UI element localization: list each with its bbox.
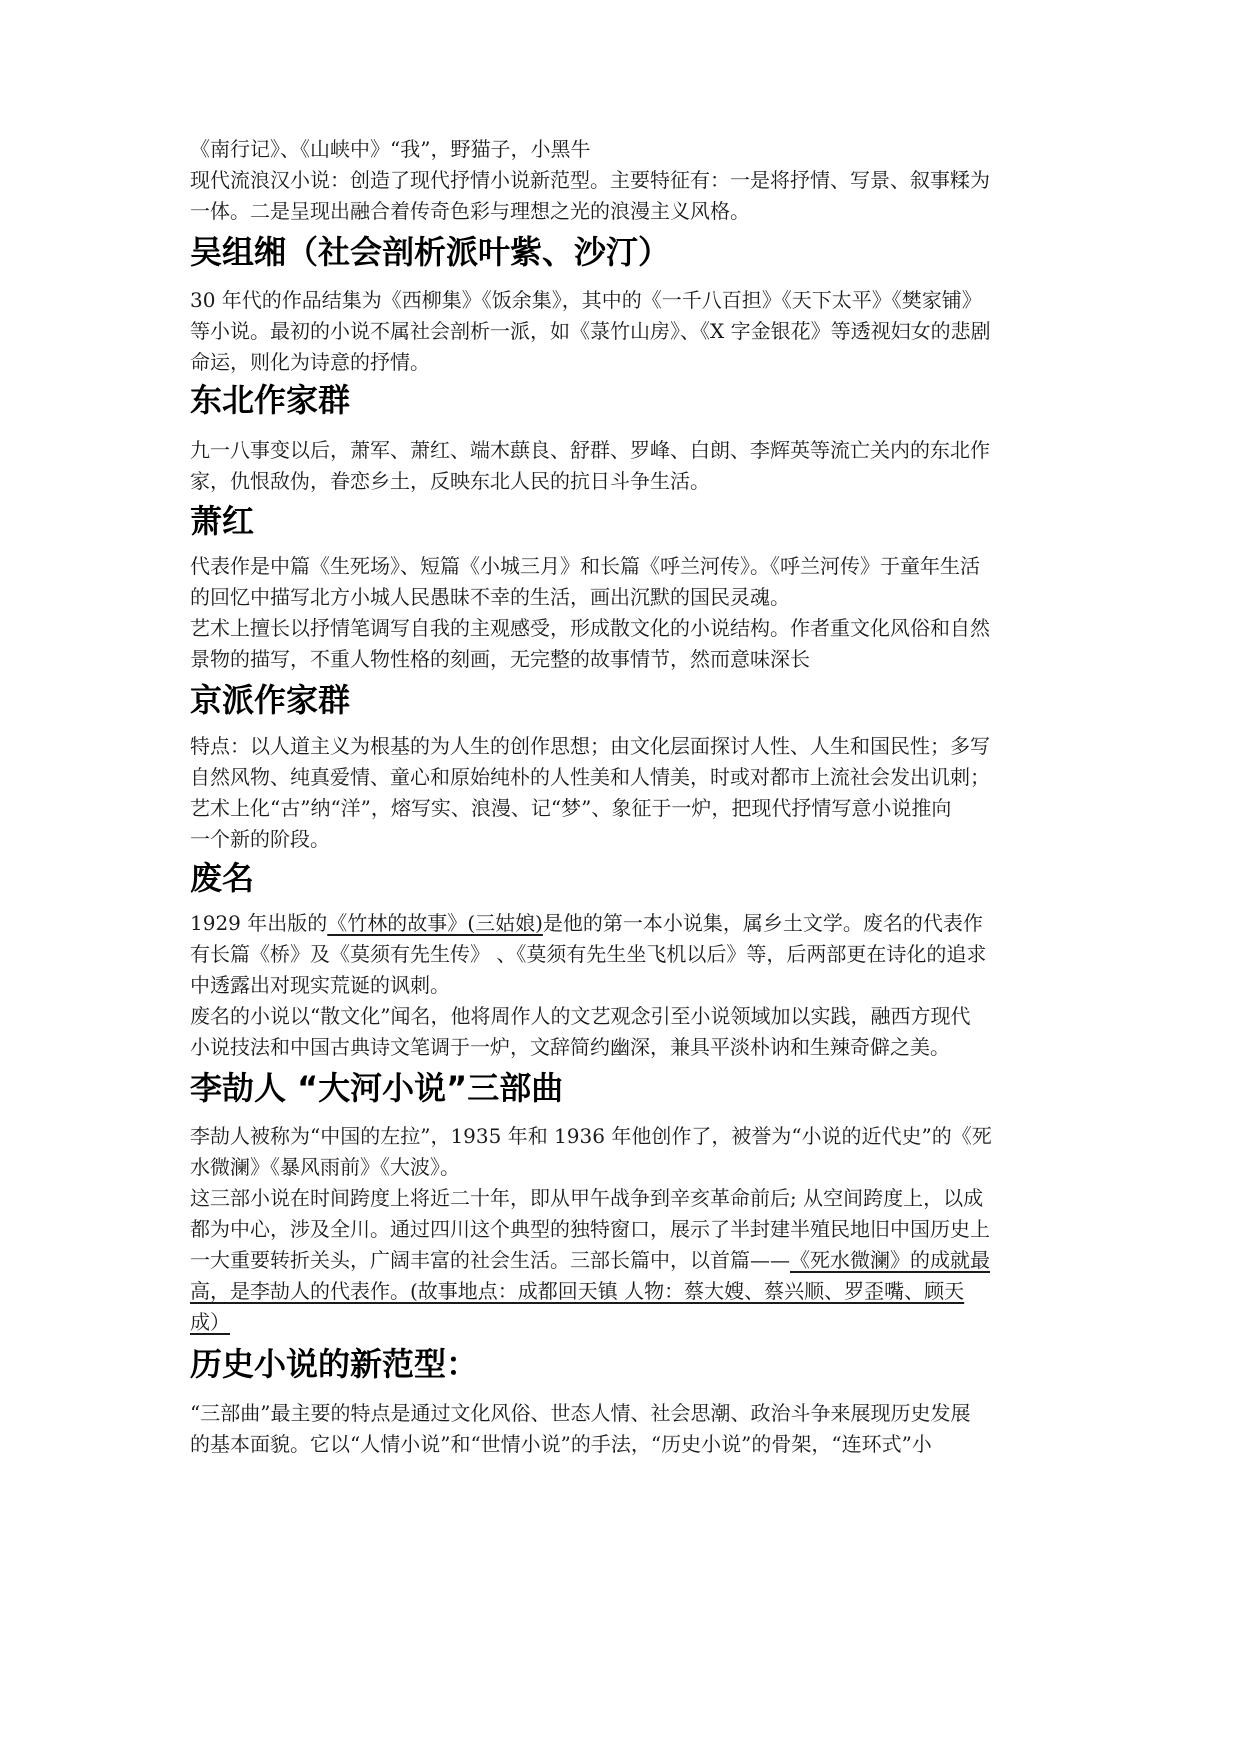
feiming-line-1	[190, 910, 983, 936]
section-heading-xiaohong: 萧红	[190, 502, 255, 540]
wu-line-1: 30 年代的作品结集为《西柳集》《饭余集》，其中的《一千八百担》《天下太平》《樊家铺》	[190, 288, 982, 312]
jingpai-line-3: 艺术上化“古”纳“洋”，熔写实、浪漫、记“梦”、象征于一炉，把现代抒情写意小说推向	[190, 796, 952, 820]
feiming-line-1-text-a: 1929 年出版的	[190, 911, 328, 935]
lijieren-underlined-text: 《死水微澜》的成就最	[790, 1248, 990, 1272]
lijieren-line-3: 这三部小说在时间跨度上将近二十年，即从甲午战争到辛亥革命前后; 从空间跨度上，以成	[190, 1186, 984, 1210]
xiaohong-line-3: 艺术上擅长以抒情笔调写自我的主观感受，形成散文化的小说结构。作者重文化风俗和自然	[190, 616, 990, 640]
lijieren-line-4: 都为中心，涉及全川。通过四川这个典型的独特窗口，展示了半封建半殖民地旧中国历史上	[190, 1217, 990, 1241]
wu-line-3: 命运，则化为诗意的抒情。	[190, 350, 430, 374]
historical-line-1: “三部曲”最主要的特点是通过文化风俗、世态人情、社会思潮、政治斗争来展现历史发展	[190, 1401, 971, 1425]
xiaohong-line-4: 景物的描写，不重人物性格的刻画，无完整的故事情节，然而意味深长	[190, 647, 810, 671]
feiming-line-1-text-b: 是他的第一本小说集，属乡土文学。废名的代表作	[542, 911, 983, 935]
lijieren-line-6: 高，是李劼人的代表作。(故事地点：成都回天镇 人物：蔡大嫂、蔡兴顺、罗歪嘴、顾天	[190, 1279, 965, 1303]
section-heading-jingpai: 京派作家群	[190, 681, 351, 719]
jingpai-line-4: 一个新的阶段。	[190, 827, 330, 851]
jingpai-line-1: 特点：以人道主义为根基的为人生的创作思想；由文化层面探讨人性、人生和国民性；多写	[190, 734, 990, 758]
jingpai-line-2: 自然风物、纯真爱情、童心和原始纯朴的人性美和人情美，时或对都市上流社会发出讥刺；	[190, 765, 990, 789]
lijieren-line-5	[190, 1247, 990, 1273]
section-heading-lijieren: 李劼人 “大河小说”三部曲	[190, 1069, 564, 1107]
section-heading-feiming: 废名	[190, 859, 255, 897]
feiming-line-3: 中透露出对现实荒诞的讽刺。	[190, 973, 450, 997]
feiming-line-2: 有长篇《桥》及《莫须有先生传》 、《莫须有先生坐飞机以后》等，后两部更在诗化的追求	[190, 942, 987, 966]
xiaohong-line-2: 的回忆中描写北方小城人民愚昧不幸的生活，画出沉默的国民灵魂。	[190, 585, 790, 609]
section-heading-historical: 历史小说的新范型：	[190, 1345, 479, 1383]
historical-line-2: 的基本面貌。它以“人情小说”和“世情小说”的手法，“历史小说”的骨架，“连环式”小	[190, 1432, 932, 1456]
lijieren-line-5-text: 一大重要转折关头，广阔丰富的社会生活。三部长篇中，以首篇——	[190, 1248, 790, 1272]
lijieren-line-1: 李劼人被称为“中国的左拉”，1935 年和 1936 年他创作了，被誉为“小说的近代史”的《死	[190, 1124, 992, 1148]
intro-line-1: 《南行记》、《山峡中》“我”，野猫子，小黑牛	[190, 137, 591, 161]
wu-line-2: 等小说。最初的小说不属社会剖析一派，如《菉竹山房》、《X 字金银花》等透视妇女的悲剧	[190, 319, 991, 343]
feiming-underlined-title: 《竹林的故事》(三姑娘)	[327, 911, 543, 935]
lijieren-line-2: 水微澜》《暴风雨前》《大波》。	[190, 1155, 460, 1179]
xiaohong-line-1: 代表作是中篇《生死场》、短篇《小城三月》和长篇《呼兰河传》。《呼兰河传》于童年生活	[190, 554, 980, 578]
northeast-line-1: 九一八事变以后，萧军、萧红、端木蕻良、舒群、罗峰、白朗、李辉英等流亡关内的东北作	[190, 438, 990, 462]
section-heading-wu: 吴组缃（社会剖析派叶紫、沙汀）	[190, 233, 671, 271]
section-heading-northeast: 东北作家群	[190, 381, 351, 419]
northeast-line-2: 家，仇恨敌伪，眷恋乡土，反映东北人民的抗日斗争生活。	[190, 469, 710, 493]
intro-line-2: 现代流浪汉小说：创造了现代抒情小说新范型。主要特征有：一是将抒情、写景、叙事糅为	[190, 168, 990, 192]
intro-line-3: 一体。二是呈现出融合着传奇色彩与理想之光的浪漫主义风格。	[190, 199, 750, 223]
feiming-line-5: 小说技法和中国古典诗文笔调于一炉，文辞简约幽深，兼具平淡朴讷和生辣奇僻之美。	[190, 1035, 950, 1059]
lijieren-line-7: 成）	[190, 1310, 230, 1334]
feiming-line-4: 废名的小说以“散文化”闻名，他将周作人的文艺观念引至小说领域加以实践，融西方现代	[190, 1004, 971, 1028]
